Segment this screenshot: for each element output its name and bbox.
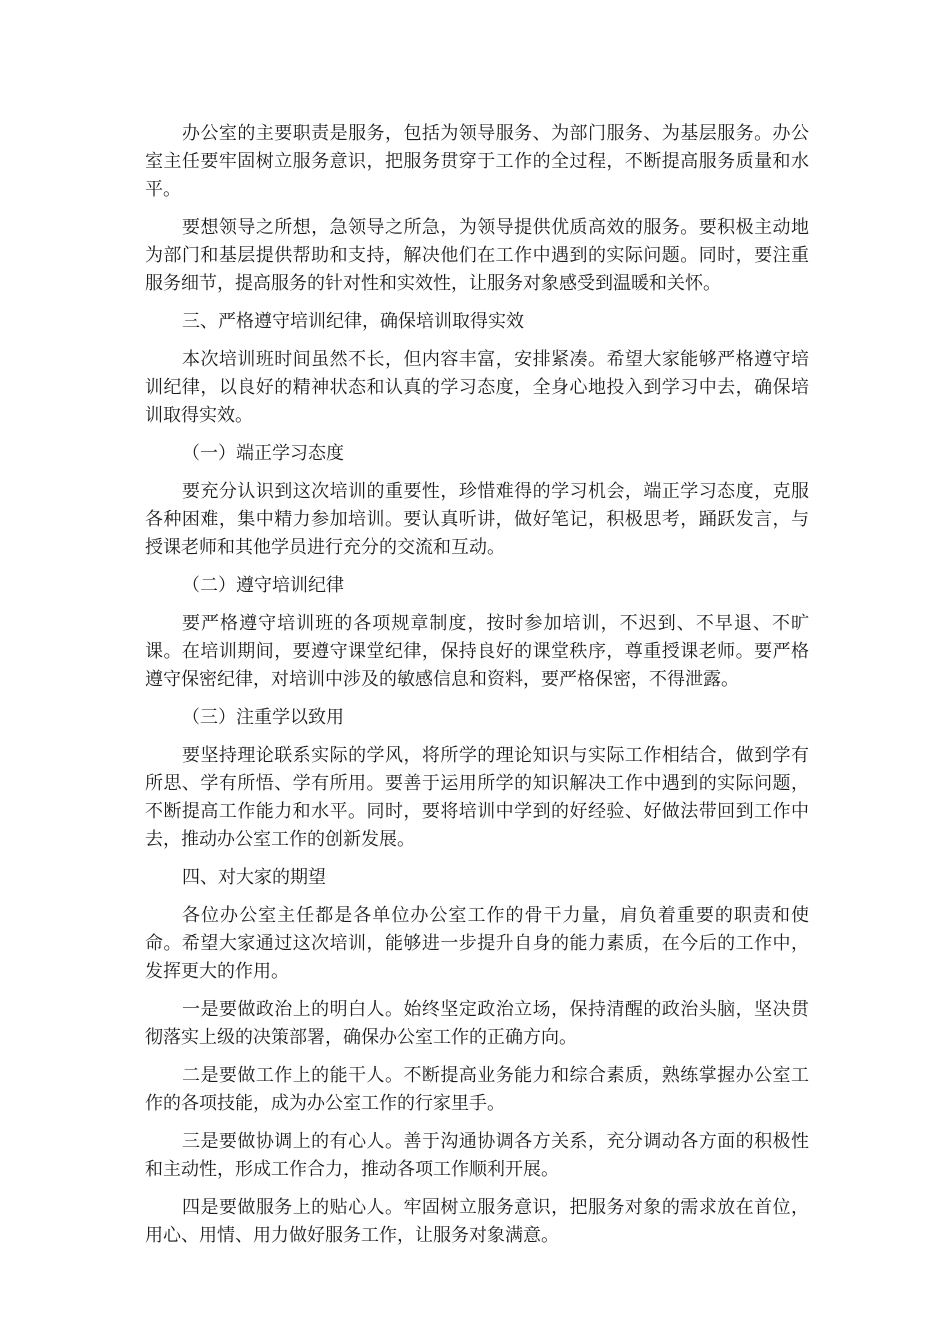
paragraph-training-intro: 本次培训班时间虽然不长，但内容丰富，安排紧凑。希望大家能够严格遵守培训纪律，以良好的精神状态和认真的学习态度，全身心地投入到学习中去，确保培训取得实效。 xyxy=(145,349,809,426)
paragraph-expectation-2: 二是要做工作上的能干人。不断提高业务能力和综合素质，熟练掌握办公室工作的各项技能，成为办公室工作的行家里手。 xyxy=(145,1065,809,1114)
document-page xyxy=(145,120,809,1260)
paragraph-service-leadership: 要想领导之所想，急领导之所急，为领导提供优质高效的服务。要积极主动地为部门和基层提供帮助和支持，解决他们在工作中遇到的实际问题。同时，要注重服务细节，提高服务的针对性和实效性，让服务对象感受到温暖和关怀。 xyxy=(145,217,809,294)
paragraph-expectation-3: 三是要做协调上的有心人。善于沟通协调各方关系，充分调动各方面的积极性和主动性，形成工作合力，推动各项工作顺利开展。 xyxy=(145,1131,809,1180)
paragraph-expectations: 各位办公室主任都是各单位办公室工作的骨干力量，肩负着重要的职责和使命。希望大家通过这次培训，能够进一步提升自身的能力素质，在今后的工作中，发挥更大的作用。 xyxy=(145,905,809,982)
paragraph-attitude: 要充分认识到这次培训的重要性，珍惜难得的学习机会，端正学习态度，克服各种困难，集中精力参加培训。要认真听讲，做好笔记，积极思考，踊跃发言，与授课老师和其他学员进行充分的交流和互动。 xyxy=(145,481,809,558)
subheading-1: （一）端正学习态度 xyxy=(182,443,344,464)
subheading-3: （三）注重学以致用 xyxy=(182,707,344,728)
section-heading-4: 四、对大家的期望 xyxy=(182,867,326,888)
subheading-2: （二）遵守培训纪律 xyxy=(182,575,344,596)
section-heading-3: 三、严格遵守培训纪律，确保培训取得实效 xyxy=(182,311,524,332)
paragraph-expectation-1: 一是要做政治上的明白人。始终坚定政治立场，保持清醒的政治头脑，坚决贯彻落实上级的决策部署，确保办公室工作的正确方向。 xyxy=(145,999,809,1048)
paragraph-service-duties: 办公室的主要职责是服务，包括为领导服务、为部门服务、为基层服务。办公室主任要牢固树立服务意识，把服务贯穿于工作的全过程，不断提高服务质量和水平。 xyxy=(145,123,809,200)
paragraph-application: 要坚持理论联系实际的学风，将所学的理论知识与实际工作相结合，做到学有所思、学有所悟、学有所用。要善于运用所学的知识解决工作中遇到的实际问题，不断提高工作能力和水平。同时，要将培训中学到的好经验、好做法带回到工作中去，推动办公室工作的创新发展。 xyxy=(145,745,809,850)
paragraph-expectation-4: 四是要做服务上的贴心人。牢固树立服务意识，把服务对象的需求放在首位，用心、用情、用力做好服务工作，让服务对象满意。 xyxy=(145,1197,809,1246)
paragraph-discipline: 要严格遵守培训班的各项规章制度，按时参加培训，不迟到、不早退、不旷课。在培训期间，要遵守课堂纪律，保持良好的课堂秩序，尊重授课老师。要严格遵守保密纪律，对培训中涉及的敏感信息和资料，要严格保密，不得泄露。 xyxy=(145,613,809,690)
